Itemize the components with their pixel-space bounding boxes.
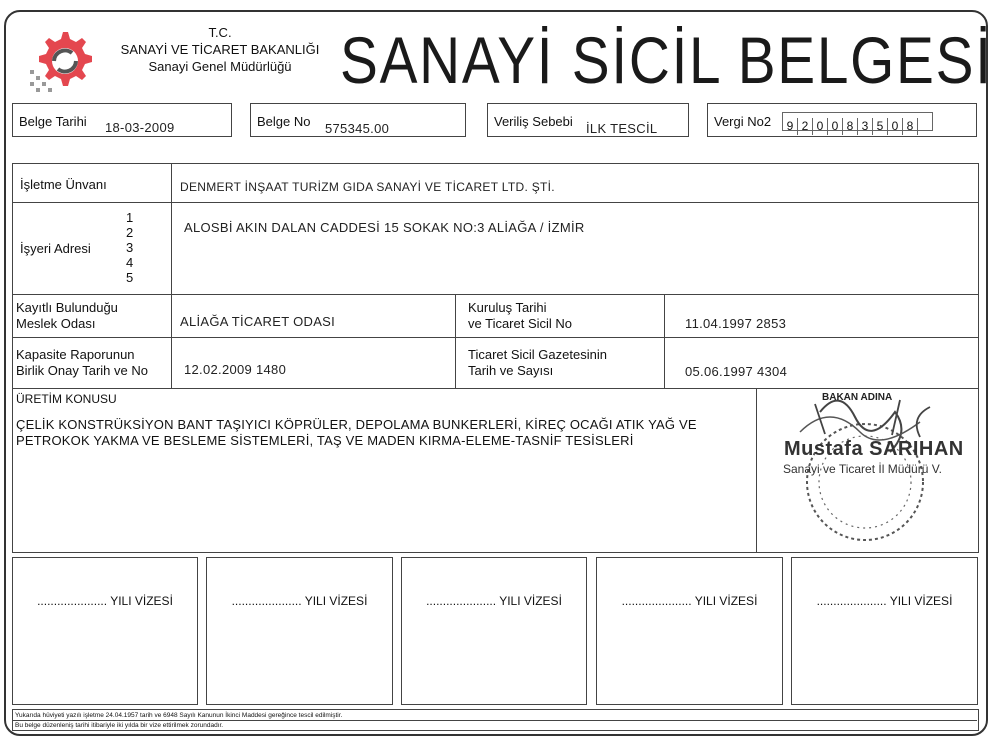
kurulus-label-line-1: Kuruluş Tarihi xyxy=(468,300,547,315)
uretim-konusu-text xyxy=(16,417,697,449)
uretim-konusu-line-2: PETROKOK YAKMA VE BESLEME SİSTEMLERİ, TAŞ VE MADEN KIRMA-ELEME-TASNİF TESİSLERİ xyxy=(16,433,634,448)
ministry-header xyxy=(100,24,340,75)
address-line-number: 1 xyxy=(126,210,134,225)
vergi-no-digit: 2 xyxy=(798,118,813,135)
vergi-no-digit: 5 xyxy=(873,118,888,135)
vergi-no-digit: 9 xyxy=(783,118,798,135)
vergi-no-digit: 0 xyxy=(888,118,903,135)
vize-label: ..................... YILI VİZESİ xyxy=(621,594,758,608)
vize-box-3 xyxy=(401,557,587,705)
belge-tarihi-label: Belge Tarihi xyxy=(19,114,87,129)
isyeri-adresi-value: ALOSBİ AKIN DALAN CADDESİ 15 SOKAK NO:3 ALİAĞA / İZMİR xyxy=(184,220,585,235)
isletme-unvani-value: DENMERT İNŞAAT TURİZM GIDA SANAYİ VE TİCARET LTD. ŞTİ. xyxy=(180,180,555,194)
ministry-line-2: SANAYİ VE TİCARET BAKANLIĞI xyxy=(120,42,320,57)
belge-tarihi-value: 18-03-2009 xyxy=(105,120,175,135)
signatory-name: Mustafa SARIHAN xyxy=(784,438,964,460)
belge-no-label: Belge No xyxy=(257,114,311,129)
vergi-no-digit: 8 xyxy=(843,118,858,135)
kapasite-label-line-1: Kapasite Raporunun xyxy=(16,347,135,362)
isletme-unvani-label: İşletme Ünvanı xyxy=(20,177,107,192)
belge-no-box xyxy=(250,103,466,137)
address-line-number: 5 xyxy=(126,270,134,285)
vergi-no-box xyxy=(707,103,977,137)
vergi-no-digit: 0 xyxy=(813,118,828,135)
kayitli-oda-label-line-1: Kayıtlı Bulunduğu xyxy=(16,300,118,315)
gazete-label-line-1: Ticaret Sicil Gazetesinin xyxy=(468,347,607,362)
kurulus-label-line-2: ve Ticaret Sicil No xyxy=(468,316,573,331)
kayitli-oda-label xyxy=(16,300,118,332)
ministry-line-3: Sanayi Genel Müdürlüğü xyxy=(148,59,292,74)
vize-label: ..................... YILI VİZESİ xyxy=(816,594,953,608)
address-line-number: 2 xyxy=(126,225,134,240)
vergi-no-digit: 0 xyxy=(828,118,843,135)
verilis-sebebi-label: Veriliş Sebebi xyxy=(494,114,573,129)
kapasite-label xyxy=(16,347,148,379)
kayitli-oda-value: ALİAĞA TİCARET ODASI xyxy=(180,314,336,329)
kurulus-value: 11.04.1997 2853 xyxy=(685,316,787,331)
kurulus-label xyxy=(468,300,572,332)
belge-no-value: 575345.00 xyxy=(325,121,390,136)
address-line-number: 4 xyxy=(126,255,134,270)
uretim-konusu-line-1: ÇELİK KONSTRÜKSİYON BANT TAŞIYICI KÖPRÜLER, DEPOLAMA BUNKERLERİ, KİREÇ OCAĞI ATIK YAĞ VE xyxy=(16,417,697,432)
gazete-label-line-2: Tarih ve Sayısı xyxy=(468,363,554,378)
vergi-no-digit: 8 xyxy=(903,118,918,135)
gazete-label xyxy=(468,347,607,379)
footer-line-2: Bu belge düzenleniş tarihi itibariyle iki yılda bir vize ettirilmek zorundadır. xyxy=(15,722,224,729)
vize-box-2 xyxy=(206,557,393,705)
kayitli-oda-label-line-2: Meslek Odası xyxy=(16,316,96,331)
signatory-title: Sanayi ve Ticaret İl Müdürü V. xyxy=(783,462,942,476)
address-line-number: 3 xyxy=(126,240,134,255)
vergi-no-label: Vergi No2 xyxy=(714,114,772,129)
vize-label: ..................... YILI VİZESİ xyxy=(37,594,173,608)
vergi-no-digit xyxy=(918,113,933,130)
vize-box-1 xyxy=(12,557,198,705)
bakan-adina-text: BAKAN ADINA xyxy=(822,392,893,403)
uretim-konusu-label: ÜRETİM KONUSU xyxy=(16,392,117,406)
verilis-sebebi-box xyxy=(487,103,689,137)
ministry-line-1: T.C. xyxy=(208,25,232,40)
vize-box-5 xyxy=(791,557,978,705)
vergi-no-digits xyxy=(782,112,933,131)
kapasite-label-line-2: Birlik Onay Tarih ve No xyxy=(16,363,148,378)
isyeri-adresi-label: İşyeri Adresi xyxy=(20,241,91,256)
footer-line-1: Yukarıda hüviyeti yazılı işletme 24.04.1957 tarih ve 6948 Sayılı Kanunun İkinci Maddesi gereğince tescil edilmiştir. xyxy=(15,712,343,719)
vize-label: ..................... YILI VİZESİ xyxy=(426,594,562,608)
vize-label: ..................... YILI VİZESİ xyxy=(231,594,368,608)
verilis-sebebi-value: İLK TESCİL xyxy=(586,121,658,136)
document-title: SANAYİ SİCİL BELGESİ xyxy=(340,23,993,97)
gazete-value: 05.06.1997 4304 xyxy=(685,364,788,379)
vergi-no-digit: 3 xyxy=(858,118,873,135)
footer-box xyxy=(12,709,979,731)
address-line-numbers xyxy=(126,210,133,285)
gear-logo-icon xyxy=(24,26,102,94)
vize-box-4 xyxy=(596,557,783,705)
belge-tarihi-box xyxy=(12,103,232,137)
kapasite-value: 12.02.2009 1480 xyxy=(184,362,287,377)
